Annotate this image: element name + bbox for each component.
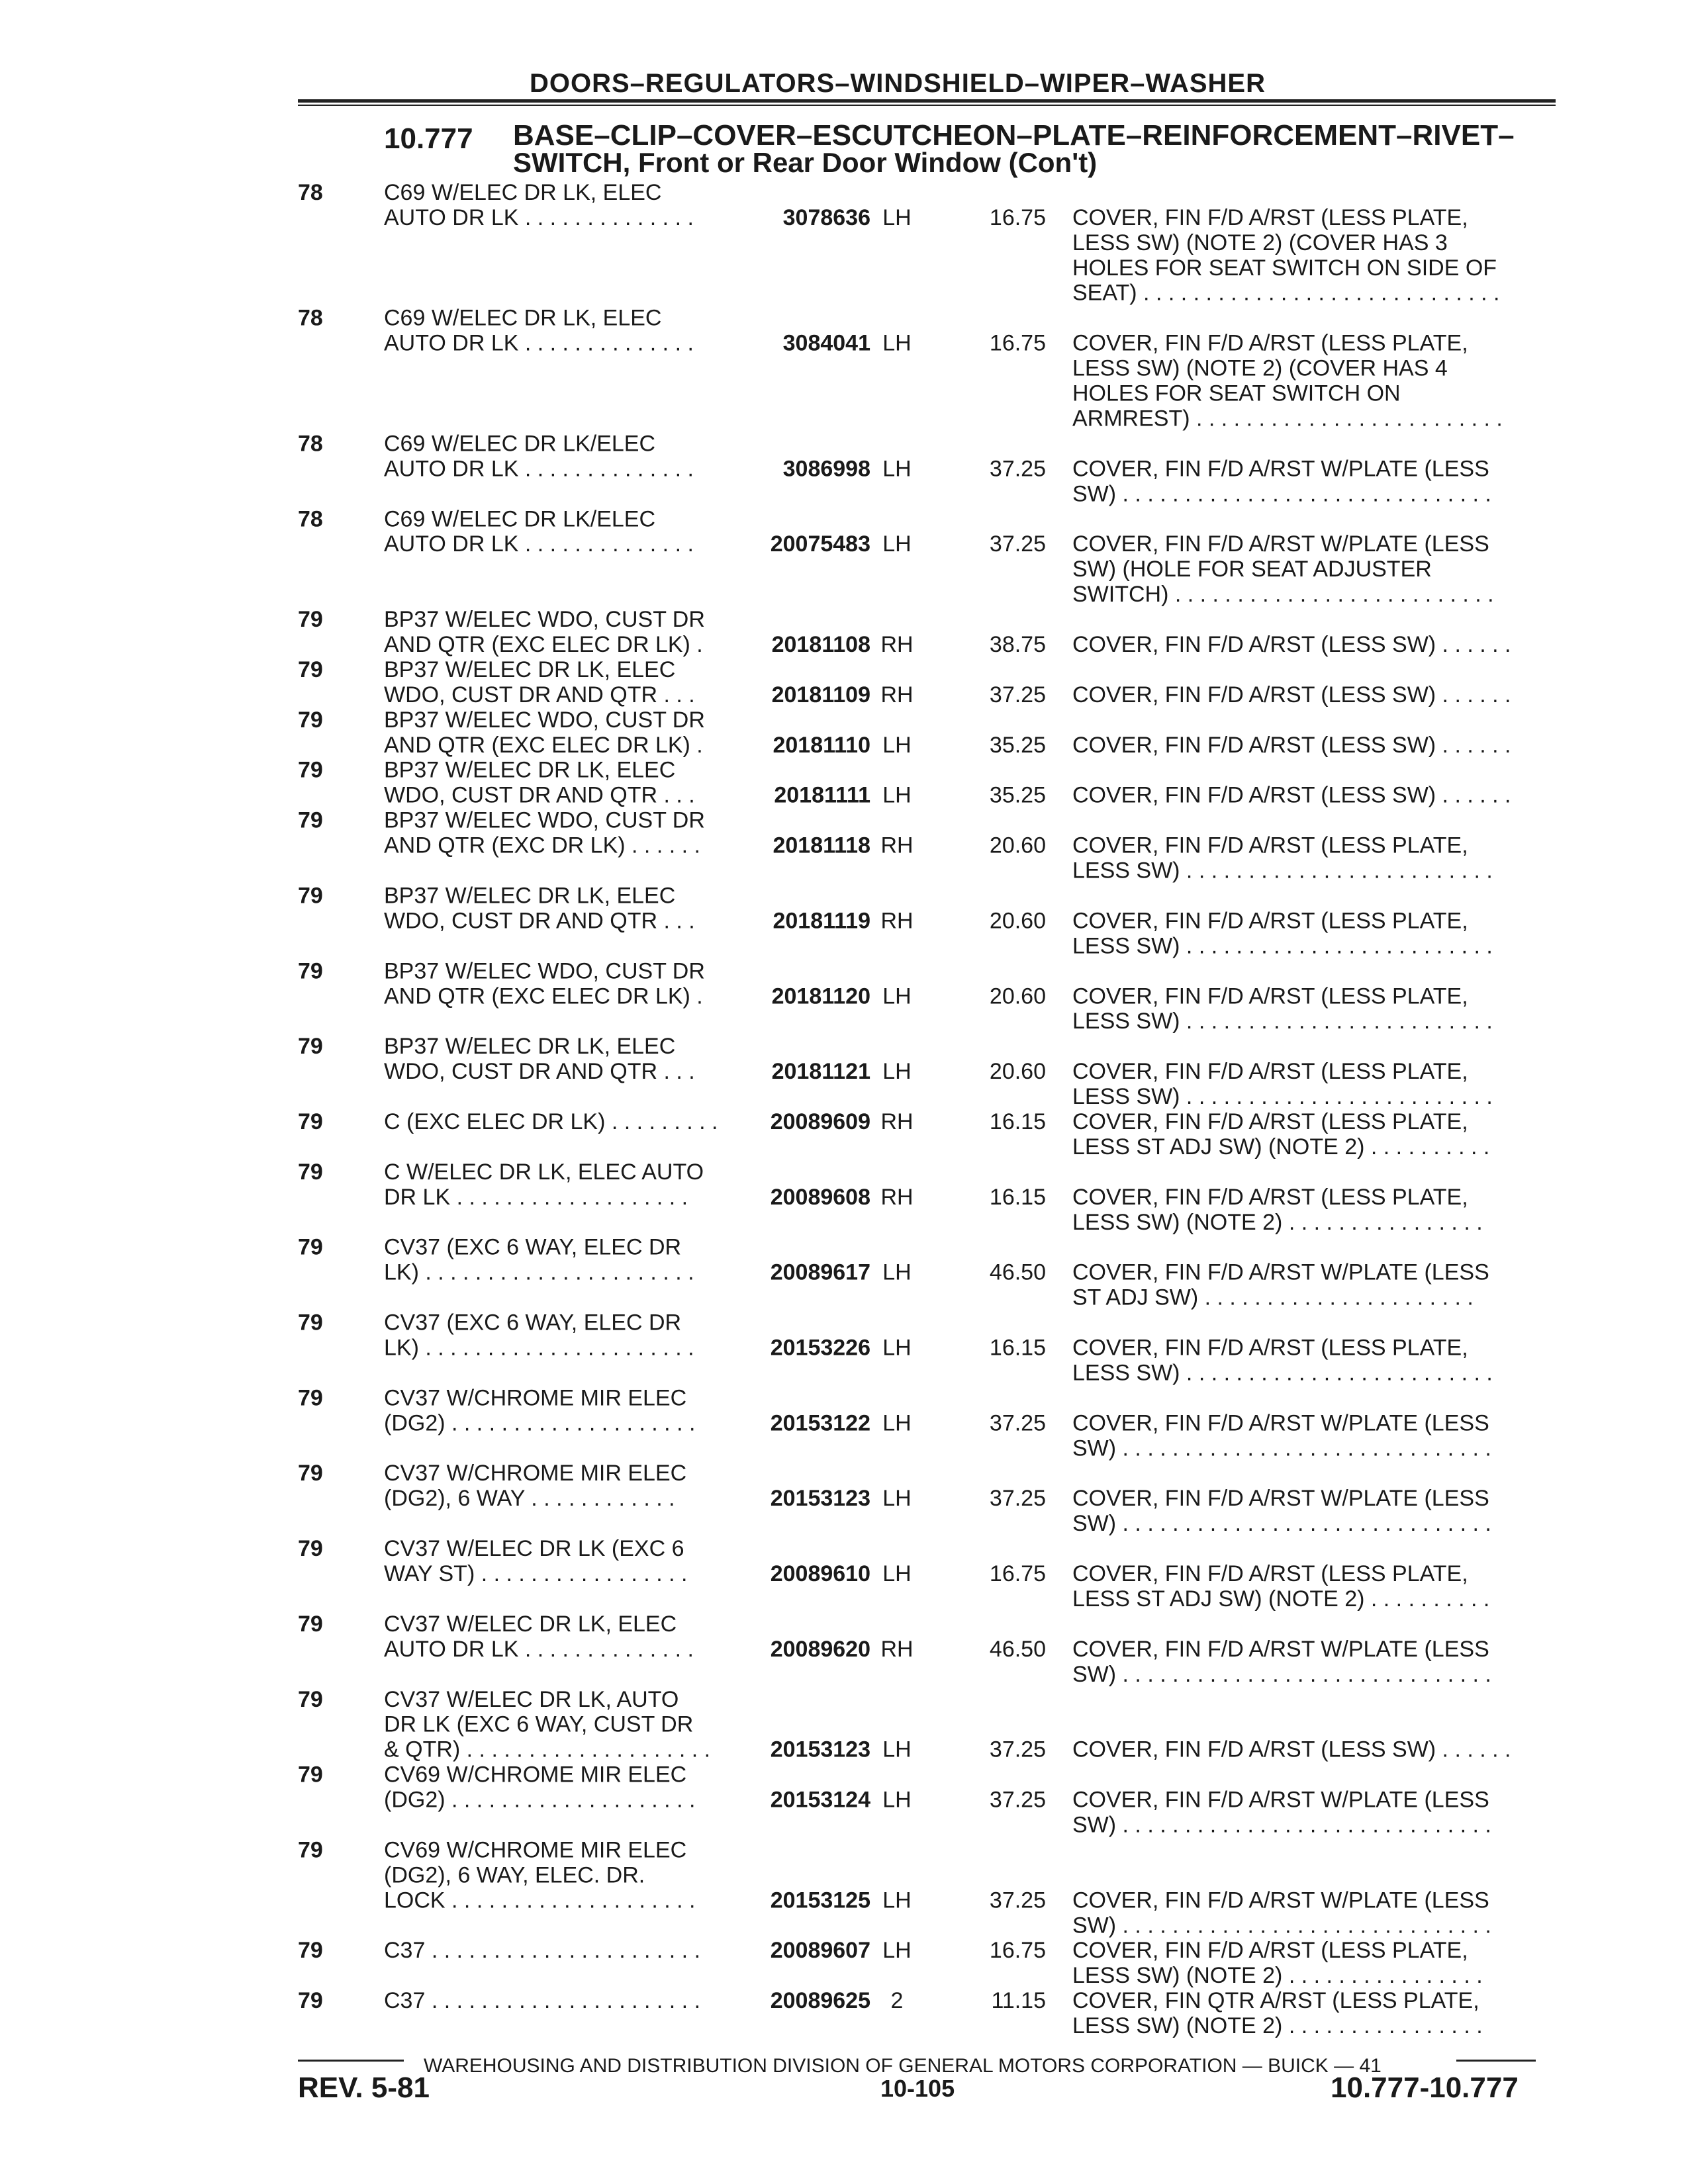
ref-number: 79: [298, 1938, 323, 1964]
part-number: 20181121: [771, 1059, 870, 1085]
ref-number: 78: [298, 506, 323, 532]
part-description: COVER, FIN F/D A/RST W/PLATE (LESS SW) . . . . . . . . . . . . . . . . . . . . . . . . . . . . . .: [1072, 1486, 1491, 1537]
section-number: 10.777: [384, 122, 473, 155]
side: LH: [882, 1059, 912, 1085]
ref-number: 79: [298, 1109, 323, 1134]
usage-description: CV69 W/CHROME MIR ELEC (DG2) . . . . . . . . . . . . . . . . . . . .: [384, 1762, 696, 1813]
usage-description: CV37 W/CHROME MIR ELEC (DG2), 6 WAY . . . . . . . . . . . .: [384, 1461, 687, 1512]
price: 37.25: [989, 1486, 1046, 1512]
part-number: 20089620: [770, 1636, 870, 1662]
part-number: 3086998: [782, 456, 870, 482]
price: 20.60: [989, 908, 1046, 934]
part-description: COVER, FIN F/D A/RST W/PLATE (LESS SW) . . . . . . . . . . . . . . . . . . . . . . . . . . . . . .: [1072, 1636, 1491, 1687]
part-number: 20181111: [774, 782, 870, 808]
usage-description: C37 . . . . . . . . . . . . . . . . . . . . . .: [384, 1938, 701, 1964]
usage-description: C (EXC ELEC DR LK) . . . . . . . . .: [384, 1109, 718, 1134]
price: 37.25: [989, 1787, 1046, 1813]
section-subtitle: SWITCH, Front or Rear Door Window (Con't): [513, 147, 1098, 178]
usage-description: BP37 W/ELEC DR LK, ELEC WDO, CUST DR AND QTR . . .: [384, 1034, 695, 1085]
ref-number: 79: [298, 1837, 323, 1863]
part-number: 20153226: [770, 1335, 870, 1361]
price: 11.15: [991, 1988, 1046, 2014]
part-number: 20089608: [770, 1184, 870, 1210]
part-number: 20089607: [770, 1938, 870, 1964]
section-title: BASE–CLIP–COVER–ESCUTCHEON–PLATE–REINFORCEMENT–RIVET–: [513, 119, 1515, 152]
ref-number: 79: [298, 1234, 323, 1260]
usage-description: CV37 (EXC 6 WAY, ELEC DR LK) . . . . . . . . . . . . . . . . . . . . . .: [384, 1310, 694, 1361]
header-rule-thin: [298, 105, 1556, 106]
ref-number: 79: [298, 1611, 323, 1637]
ref-number: 79: [298, 1686, 323, 1712]
price: 46.50: [989, 1636, 1046, 1662]
part-number: 20181110: [773, 732, 870, 758]
ref-number: 79: [298, 757, 323, 783]
side: LH: [882, 531, 912, 557]
usage-description: BP37 W/ELEC DR LK, ELEC WDO, CUST DR AND QTR . . .: [384, 757, 695, 808]
usage-description: CV37 W/ELEC DR LK (EXC 6 WAY ST) . . . . . . . . . . . . . . . . .: [384, 1536, 688, 1587]
side: LH: [882, 1335, 912, 1361]
side: 2: [890, 1988, 904, 2014]
part-number: 20153122: [770, 1410, 870, 1436]
price: 16.15: [989, 1335, 1046, 1361]
ref-number: 79: [298, 1461, 323, 1486]
usage-description: BP37 W/ELEC DR LK, ELEC WDO, CUST DR AND QTR . . .: [384, 657, 695, 707]
part-description: COVER, FIN F/D A/RST W/PLATE (LESS SW) . . . . . . . . . . . . . . . . . . . . . . . . . . . . . .: [1072, 1410, 1491, 1461]
part-description: COVER, FIN F/D A/RST (LESS PLATE, LESS SW) . . . . . . . . . . . . . . . . . . . . . . . . .: [1072, 1059, 1493, 1110]
part-description: COVER, FIN F/D A/RST (LESS SW) . . . . . .: [1072, 1737, 1511, 1762]
side: RH: [880, 1184, 914, 1210]
part-description: COVER, FIN F/D A/RST W/PLATE (LESS SW) (HOLE FOR SEAT ADJUSTER SWITCH) . . . . . . . . . . . . . . . . . . . . . . . . . .: [1072, 531, 1494, 608]
part-description: COVER, FIN F/D A/RST (LESS PLATE, LESS SW) . . . . . . . . . . . . . . . . . . . . . . . . .: [1072, 1335, 1493, 1386]
side: LH: [882, 1486, 912, 1512]
side: LH: [882, 1737, 912, 1762]
part-description: COVER, FIN F/D A/RST W/PLATE (LESS SW) . . . . . . . . . . . . . . . . . . . . . . . . . . . . . .: [1072, 1888, 1491, 1938]
side: LH: [882, 732, 912, 758]
usage-description: BP37 W/ELEC DR LK, ELEC WDO, CUST DR AND QTR . . .: [384, 883, 695, 934]
part-description: COVER, FIN F/D A/RST W/PLATE (LESS SW) . . . . . . . . . . . . . . . . . . . . . . . . . . . . . .: [1072, 456, 1491, 507]
ref-number: 79: [298, 607, 323, 633]
side: LH: [882, 330, 912, 356]
ref-number: 79: [298, 807, 323, 833]
ref-number: 79: [298, 1159, 323, 1185]
part-number: 20089625: [770, 1988, 870, 2014]
usage-description: BP37 W/ELEC WDO, CUST DR AND QTR (EXC ELEC DR LK) .: [384, 958, 705, 1009]
part-number: 20153123: [770, 1737, 870, 1762]
side: RH: [880, 908, 914, 934]
part-number: 20089609: [770, 1109, 870, 1134]
ref-number: 79: [298, 1988, 323, 2014]
page-number: 10-105: [880, 2075, 955, 2102]
price: 20.60: [989, 1059, 1046, 1085]
usage-description: BP37 W/ELEC WDO, CUST DR AND QTR (EXC DR LK) . . . . . .: [384, 807, 705, 858]
part-description: COVER, FIN F/D A/RST W/PLATE (LESS ST ADJ SW) . . . . . . . . . . . . . . . . . . . . . .: [1072, 1259, 1489, 1310]
side: RH: [880, 1109, 914, 1134]
part-number: 3084041: [782, 330, 870, 356]
side: LH: [882, 1787, 912, 1813]
part-number: 20153123: [770, 1486, 870, 1512]
part-description: COVER, FIN F/D A/RST (LESS PLATE, LESS SW) . . . . . . . . . . . . . . . . . . . . . . . . .: [1072, 983, 1493, 1034]
footer-publisher: WAREHOUSING AND DISTRIBUTION DIVISION OF GENERAL MOTORS CORPORATION — BUICK — 41: [424, 2055, 1382, 2077]
header-rule: [298, 99, 1556, 103]
ref-number: 79: [298, 1034, 323, 1060]
price: 16.15: [989, 1184, 1046, 1210]
price: 38.75: [989, 632, 1046, 657]
usage-description: C69 W/ELEC DR LK, ELEC AUTO DR LK . . . . . . . . . . . . . .: [384, 180, 694, 230]
part-number: 20181120: [771, 983, 870, 1009]
ref-number: 78: [298, 431, 323, 457]
part-number: 3078636: [782, 205, 870, 230]
footer-rule-right: [1456, 2060, 1536, 2062]
usage-description: C69 W/ELEC DR LK/ELEC AUTO DR LK . . . . . . . . . . . . . .: [384, 431, 694, 482]
part-description: COVER, FIN F/D A/RST (LESS SW) . . . . . .: [1072, 782, 1511, 808]
ref-number: 79: [298, 1536, 323, 1562]
price: 37.25: [989, 456, 1046, 482]
price: 37.25: [989, 1410, 1046, 1436]
ref-number: 78: [298, 180, 323, 205]
price: 35.25: [989, 782, 1046, 808]
price: 35.25: [989, 732, 1046, 758]
ref-number: 78: [298, 305, 323, 331]
usage-description: C W/ELEC DR LK, ELEC AUTO DR LK . . . . . . . . . . . . . . . . . . .: [384, 1159, 704, 1210]
ref-number: 79: [298, 958, 323, 984]
ref-number: 79: [298, 1310, 323, 1336]
side: LH: [882, 1259, 912, 1285]
part-description: COVER, FIN F/D A/RST (LESS PLATE, LESS SW) (NOTE 2) (COVER HAS 4 HOLES FOR SEAT SWITCH ON ARMREST) . . . . . . . . . . . . . . . . . . . . . . . . .: [1072, 330, 1503, 432]
side: LH: [882, 1888, 912, 1913]
price: 20.60: [989, 833, 1046, 858]
page-header-title: DOORS–REGULATORS–WINDSHIELD–WIPER–WASHER: [530, 69, 1266, 98]
usage-description: CV37 (EXC 6 WAY, ELEC DR LK) . . . . . . . . . . . . . . . . . . . . . .: [384, 1234, 694, 1285]
ref-number: 79: [298, 707, 323, 733]
price: 16.75: [989, 1938, 1046, 1964]
usage-description: CV37 W/CHROME MIR ELEC (DG2) . . . . . . . . . . . . . . . . . . . .: [384, 1385, 696, 1436]
part-description: COVER, FIN F/D A/RST (LESS PLATE, LESS SW) (NOTE 2) (COVER HAS 3 HOLES FOR SEAT SWITCH ON SIDE OF SEAT) . . . . . . . . . . . . . . . . . . . . . . . . . . . . .: [1072, 205, 1500, 306]
side: RH: [880, 682, 914, 707]
side: LH: [882, 1561, 912, 1587]
side: LH: [882, 456, 912, 482]
part-description: COVER, FIN F/D A/RST (LESS PLATE, LESS ST ADJ SW) (NOTE 2) . . . . . . . . . .: [1072, 1561, 1490, 1612]
price: 16.75: [989, 330, 1046, 356]
part-number: 20181108: [771, 632, 870, 657]
usage-description: C69 W/ELEC DR LK/ELEC AUTO DR LK . . . . . . . . . . . . . .: [384, 506, 694, 557]
part-description: COVER, FIN QTR A/RST (LESS PLATE, LESS SW) (NOTE 2) . . . . . . . . . . . . . . . .: [1072, 1988, 1483, 2039]
side: RH: [880, 632, 914, 657]
part-description: COVER, FIN F/D A/RST (LESS PLATE, LESS SW) (NOTE 2) . . . . . . . . . . . . . . . .: [1072, 1938, 1483, 1989]
usage-description: C69 W/ELEC DR LK, ELEC AUTO DR LK . . . . . . . . . . . . . .: [384, 305, 694, 356]
usage-description: BP37 W/ELEC WDO, CUST DR AND QTR (EXC ELEC DR LK) .: [384, 707, 705, 758]
price: 20.60: [989, 983, 1046, 1009]
price: 16.75: [989, 1561, 1046, 1587]
price: 37.25: [989, 531, 1046, 557]
part-description: COVER, FIN F/D A/RST (LESS SW) . . . . . .: [1072, 682, 1511, 707]
part-number: 20181118: [773, 833, 870, 858]
part-number: 20181109: [771, 682, 870, 707]
usage-description: BP37 W/ELEC WDO, CUST DR AND QTR (EXC ELEC DR LK) .: [384, 607, 705, 657]
section-range: 10.777-10.777: [1331, 2071, 1519, 2104]
usage-description: CV37 W/ELEC DR LK, AUTO DR LK (EXC 6 WAY, CUST DR & QTR) . . . . . . . . . . . . . . . . . . . .: [384, 1686, 711, 1762]
price: 46.50: [989, 1259, 1046, 1285]
price: 16.15: [989, 1109, 1046, 1134]
price: 16.75: [989, 205, 1046, 230]
part-number: 20153125: [770, 1888, 870, 1913]
part-description: COVER, FIN F/D A/RST (LESS SW) . . . . . .: [1072, 632, 1511, 657]
usage-description: CV37 W/ELEC DR LK, ELEC AUTO DR LK . . . . . . . . . . . . . .: [384, 1611, 694, 1662]
part-description: COVER, FIN F/D A/RST (LESS SW) . . . . . .: [1072, 732, 1511, 758]
price: 37.25: [989, 1737, 1046, 1762]
price: 37.25: [989, 682, 1046, 707]
part-number: 20153124: [770, 1787, 870, 1813]
side: LH: [882, 782, 912, 808]
ref-number: 79: [298, 1762, 323, 1788]
part-description: COVER, FIN F/D A/RST (LESS PLATE, LESS ST ADJ SW) (NOTE 2) . . . . . . . . . .: [1072, 1109, 1490, 1160]
part-description: COVER, FIN F/D A/RST (LESS PLATE, LESS SW) (NOTE 2) . . . . . . . . . . . . . . . .: [1072, 1184, 1483, 1235]
part-description: COVER, FIN F/D A/RST (LESS PLATE, LESS SW) . . . . . . . . . . . . . . . . . . . . . . . . .: [1072, 833, 1493, 884]
ref-number: 79: [298, 1385, 323, 1411]
part-number: 20089617: [770, 1259, 870, 1285]
usage-description: CV69 W/CHROME MIR ELEC (DG2), 6 WAY, ELEC. DR. LOCK . . . . . . . . . . . . . . . . . . . .: [384, 1837, 696, 1913]
part-number: 20089610: [770, 1561, 870, 1587]
side: RH: [880, 833, 914, 858]
side: LH: [882, 983, 912, 1009]
footer-rule-left: [298, 2060, 404, 2062]
revision-label: REV. 5-81: [298, 2071, 430, 2104]
part-number: 20075483: [770, 531, 870, 557]
part-description: COVER, FIN F/D A/RST (LESS PLATE, LESS SW) . . . . . . . . . . . . . . . . . . . . . . . . .: [1072, 908, 1493, 959]
price: 37.25: [989, 1888, 1046, 1913]
side: LH: [882, 1938, 912, 1964]
side: LH: [882, 205, 912, 230]
usage-description: C37 . . . . . . . . . . . . . . . . . . . . . .: [384, 1988, 701, 2014]
part-number: 20181119: [773, 908, 870, 934]
ref-number: 79: [298, 883, 323, 909]
side: LH: [882, 1410, 912, 1436]
ref-number: 79: [298, 657, 323, 682]
side: RH: [880, 1636, 914, 1662]
part-description: COVER, FIN F/D A/RST W/PLATE (LESS SW) . . . . . . . . . . . . . . . . . . . . . . . . . . . . . .: [1072, 1787, 1491, 1838]
